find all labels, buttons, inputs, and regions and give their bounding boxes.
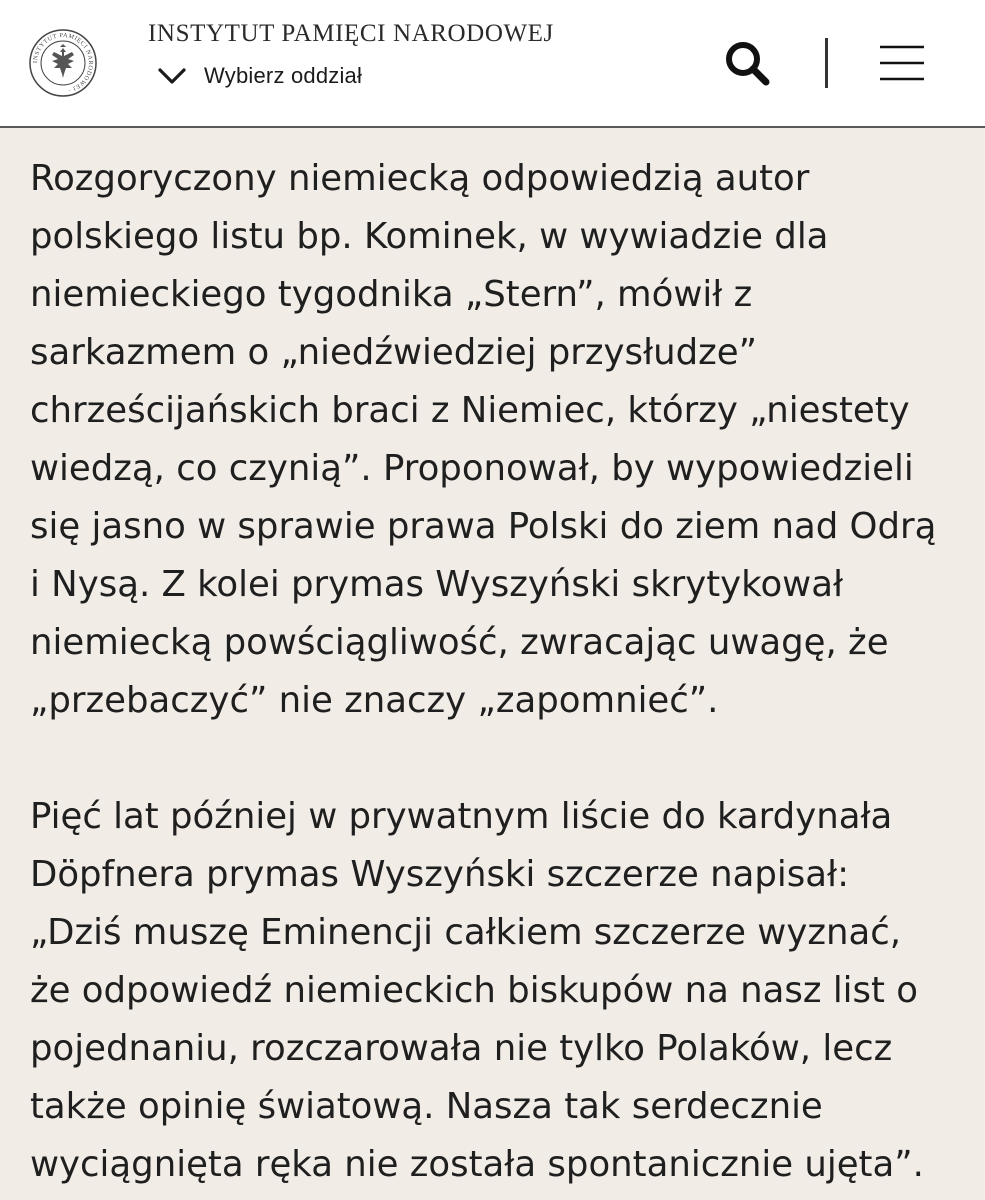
branch-select[interactable] — [156, 58, 362, 94]
text-line: pojednaniu, rozczarowała nie tylko Polaków, lecz — [30, 1028, 893, 1069]
site-header — [0, 0, 985, 128]
chevron-down-icon — [156, 65, 188, 87]
text-line: „Dziś muszę Eminencji całkiem szczerze wyznać, — [30, 912, 902, 953]
text-line: polskiego listu bp. Kominek, w wywiadzie dla — [30, 216, 829, 257]
text-line: także opinię światową. Nasza tak serdecznie — [30, 1086, 823, 1127]
text-line: i Nysą. Z kolei prymas Wyszyński skrytykował — [30, 564, 844, 605]
article-paragraph-1 — [30, 150, 970, 730]
hamburger-menu-icon — [878, 44, 926, 82]
text-line: niemieckiego tygodnika „Stern”, mówił z — [30, 274, 753, 315]
text-line: Pięć lat później w prywatnym liście do kardynała — [30, 796, 893, 837]
text-line: że odpowiedź niemieckich biskupów na nasz list o — [30, 970, 918, 1011]
text-line: niemiecką powściągliwość, zwracając uwagę, że — [30, 622, 889, 663]
svg-text:INSTYTUT PAMIĘCI NARODOWEJ ·: INSTYTUT PAMIĘCI NARODOWEJ · — [31, 31, 95, 94]
article-paragraph-2 — [30, 788, 970, 1194]
branch-select-label: Wybierz oddział — [204, 63, 363, 88]
search-icon — [722, 38, 772, 88]
search-button[interactable] — [722, 38, 772, 88]
institution-name[interactable]: INSTYTUT PAMIĘCI NARODOWEJ — [148, 20, 554, 47]
text-line: wyciągnięta ręka nie została spontanicznie ujęta”. — [30, 1144, 924, 1185]
text-line: Rozgoryczony niemiecką odpowiedzią autor — [30, 158, 810, 199]
text-line: chrześcijańskich braci z Niemiec, którzy „niestety — [30, 390, 910, 431]
menu-button[interactable] — [878, 44, 926, 82]
eagle-seal-icon — [28, 28, 98, 98]
text-line: sarkazmem o „niedźwiedziej przysłudze” — [30, 332, 757, 373]
ipn-logo[interactable] — [28, 28, 98, 98]
text-line: się jasno w sprawie prawa Polski do ziem nad Odrą — [30, 506, 937, 547]
text-line: Döpfnera prymas Wyszyński szczerze napisał: — [30, 854, 850, 895]
article-body — [30, 150, 970, 1194]
header-divider — [825, 38, 828, 88]
text-line: „przebaczyć” nie znaczy „zapomnieć”. — [30, 680, 719, 721]
text-line: wiedzą, co czynią”. Proponował, by wypowiedzieli — [30, 448, 914, 489]
